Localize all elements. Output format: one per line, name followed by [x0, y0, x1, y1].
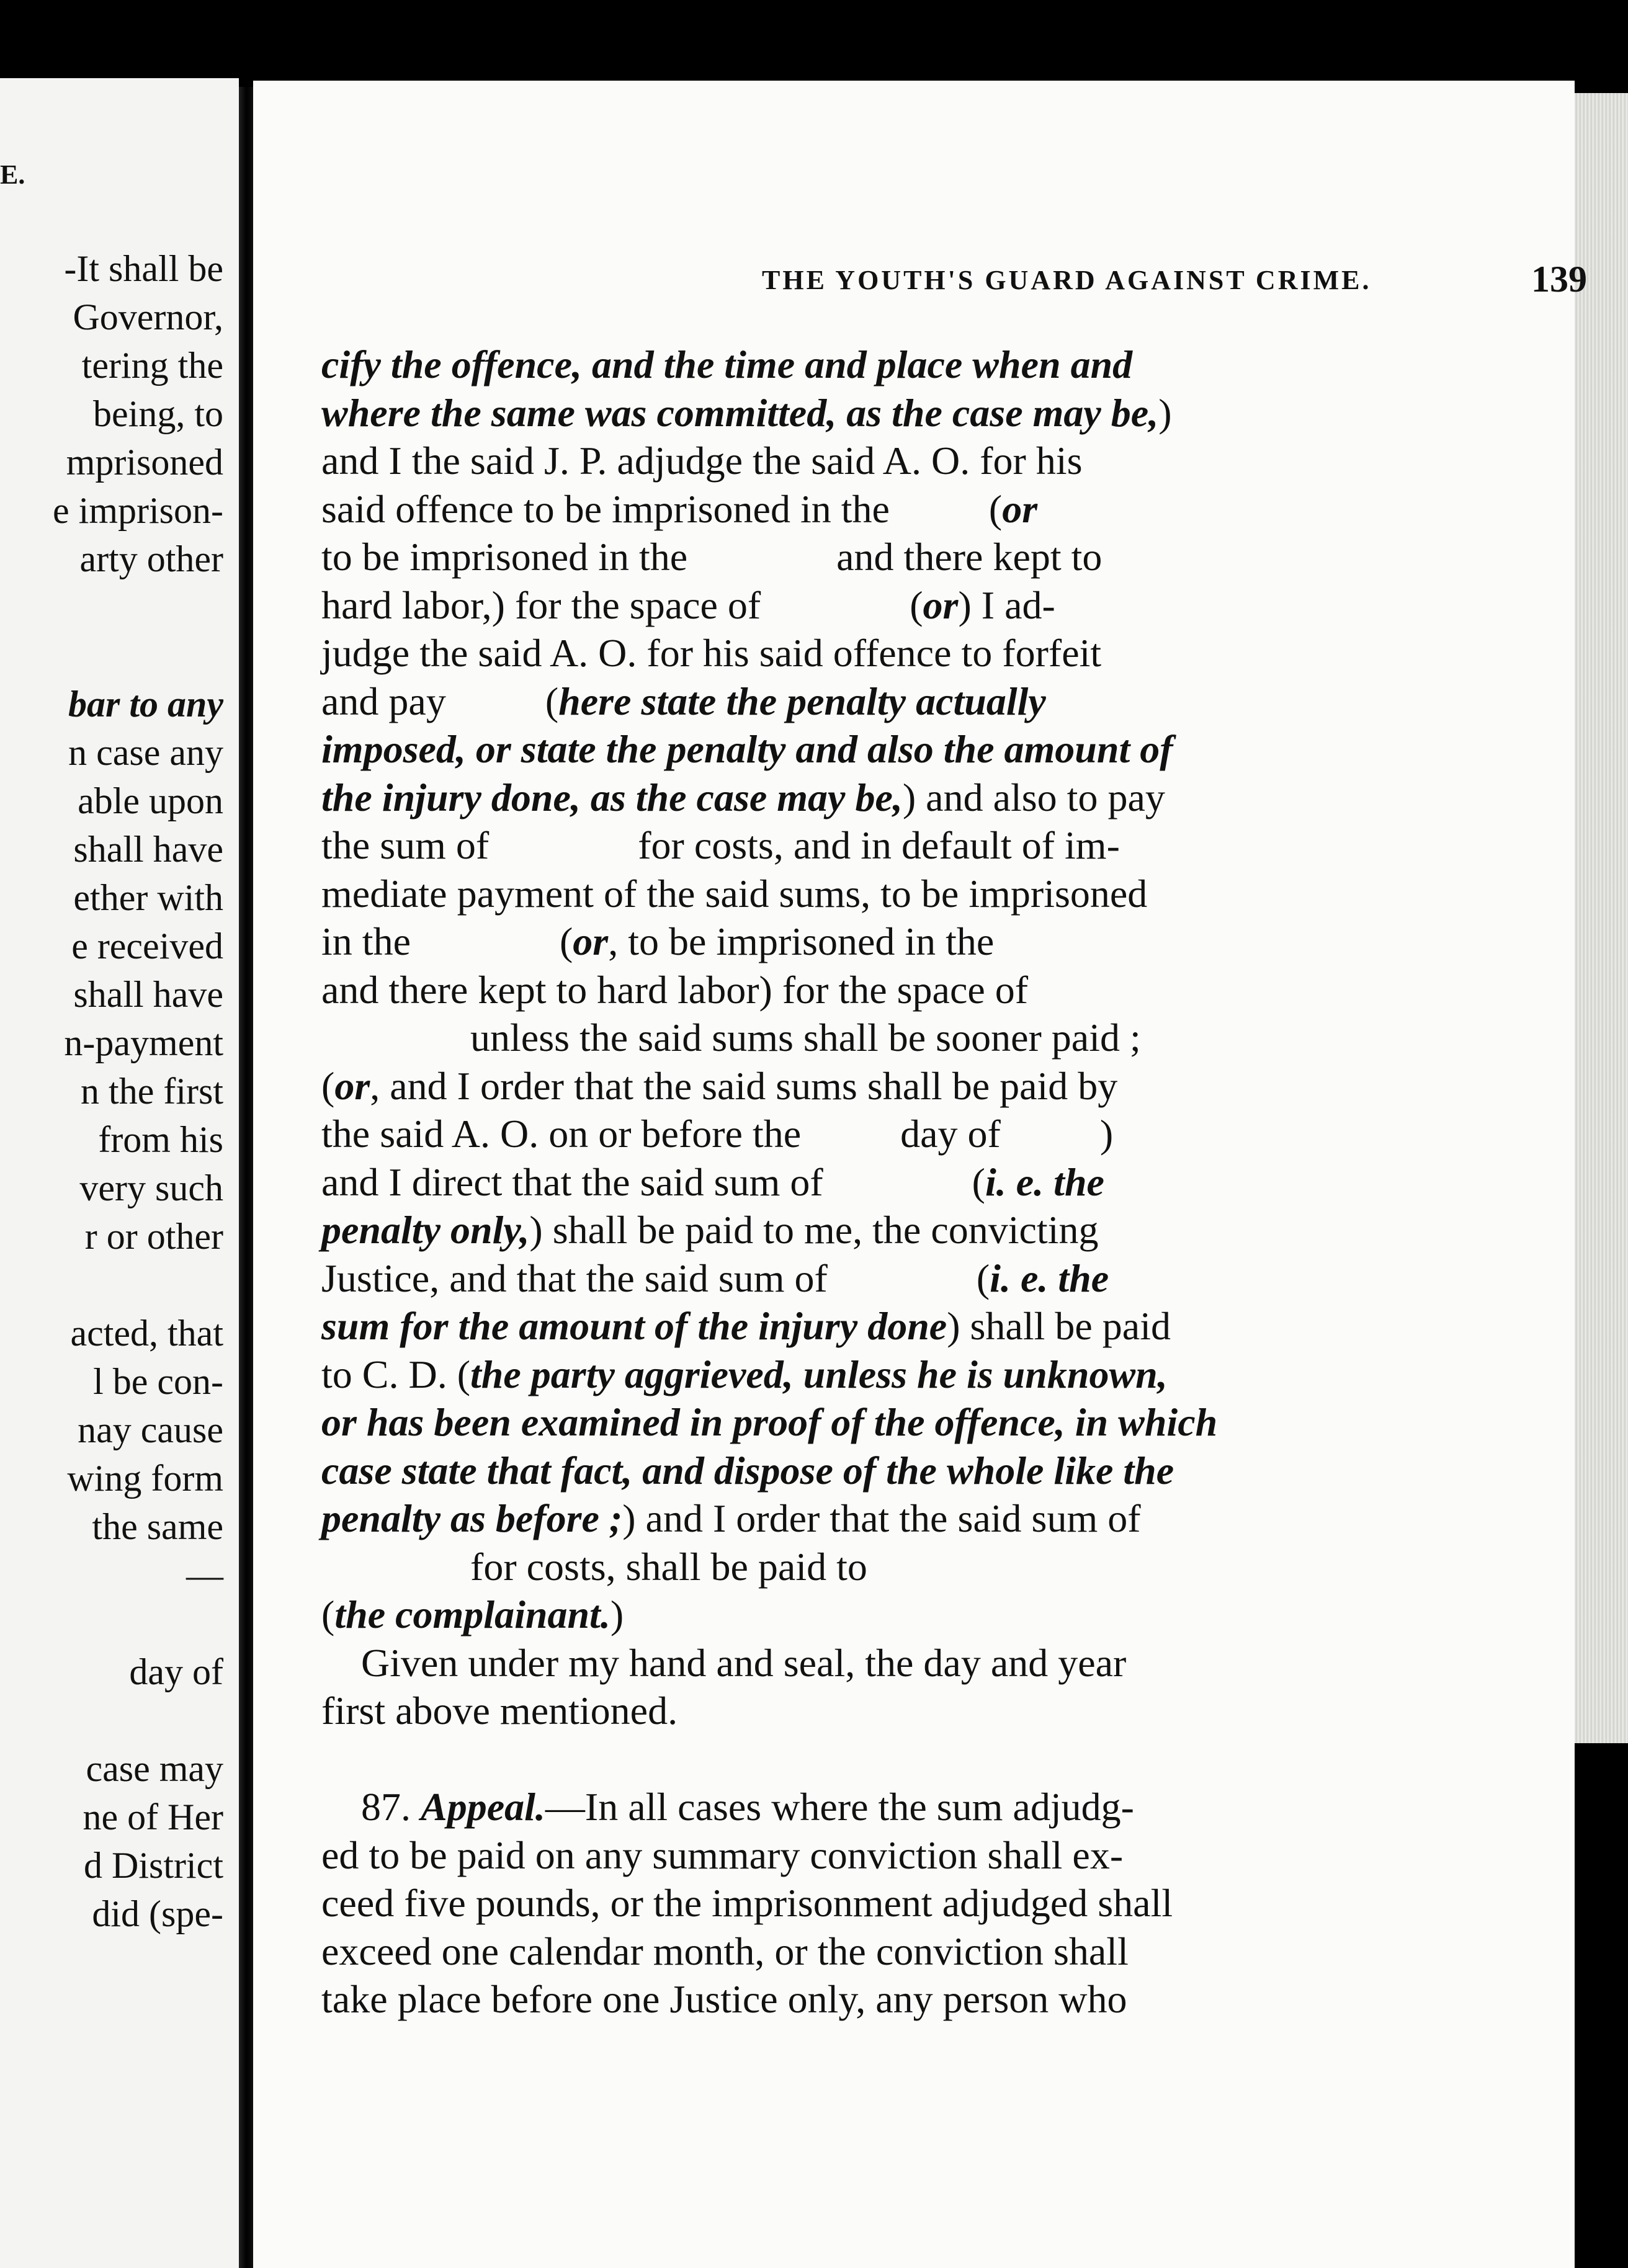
left-page-line: shall have: [73, 829, 223, 870]
text-line: [321, 534, 1102, 581]
text-line: [321, 1399, 1217, 1446]
text-run: and there kept to hard labor) for the space of: [321, 967, 1029, 1012]
left-page-line: -It shall be: [64, 248, 223, 289]
page-number: 139: [1531, 259, 1587, 300]
left-page-line: wing form: [67, 1458, 223, 1499]
text-line: [321, 1351, 1168, 1398]
text-run: ) shall be paid to me, the convicting: [529, 1208, 1099, 1252]
left-page-line: being, to: [93, 393, 223, 434]
text-line: [321, 1014, 1141, 1061]
italic-run: penalty only,: [321, 1208, 530, 1252]
text-run: 87.: [321, 1785, 421, 1829]
italic-run: or has been examined in proof of the offence, in which: [321, 1400, 1218, 1444]
text-line: [321, 1543, 867, 1591]
left-page-line: l be con-: [93, 1361, 223, 1402]
text-run: ) and I order that the said sum of: [622, 1496, 1141, 1540]
italic-run: Appeal.: [421, 1785, 545, 1829]
text-run: , to be imprisoned in the: [608, 919, 995, 963]
text-line: [321, 1303, 1171, 1350]
italic-run: case state that fact, and dispose of the whole like the: [321, 1448, 1174, 1493]
left-page-line: d District: [84, 1845, 223, 1886]
left-page-line: —: [186, 1555, 223, 1596]
text-run: ) and also to pay: [902, 775, 1165, 819]
italic-run: or: [1002, 486, 1038, 531]
left-page-line: tering the: [81, 345, 223, 386]
running-head: THE YOUTH'S GUARD AGAINST CRIME.: [762, 265, 1372, 295]
italic-run: or: [334, 1063, 370, 1108]
text-line: [321, 1159, 1104, 1206]
text-line: [321, 1110, 1113, 1158]
italic-run: or: [923, 583, 959, 627]
text-run: to be imprisoned in the and there kept to: [321, 535, 1102, 579]
text-run: the sum of for costs, and in default of im-: [321, 823, 1120, 867]
text-run: take place before one Justice only, any person who: [321, 1977, 1127, 2021]
italic-run: sum for the amount of the injury done: [321, 1304, 947, 1348]
text-run: unless the said sums shall be sooner paid ;: [321, 1016, 1141, 1060]
text-line: [321, 1784, 1134, 1831]
left-page-line: the same: [92, 1506, 223, 1547]
left-page-line: n the first: [81, 1071, 223, 1112]
text-run: and I direct that the said sum of (: [321, 1159, 985, 1204]
text-run: to C. D. (: [321, 1352, 470, 1396]
italic-run: i. e. the: [990, 1256, 1109, 1300]
text-run: (: [889, 486, 1003, 531]
left-page-line: bar to any: [68, 684, 223, 725]
italic-run: the party aggrieved, unless he is unknown,: [470, 1352, 1168, 1396]
left-page-line: acted, that: [70, 1313, 223, 1354]
left-page-line: very such: [79, 1167, 223, 1208]
text-line: [321, 822, 1120, 869]
text-run: exceed one calendar month, or the conviction shall: [321, 1929, 1129, 1973]
text-line: [321, 1591, 624, 1638]
text-line: [321, 967, 1028, 1014]
text-run: judge the said A. O. for his said offence to forfeit: [321, 631, 1102, 675]
text-run: (: [321, 1063, 335, 1108]
text-run: first above mentioned.: [321, 1689, 678, 1733]
italic-run: cify the offence, and the time and place when and: [321, 342, 1133, 386]
text-line: [321, 1447, 1174, 1494]
text-line: [321, 582, 1055, 629]
text-line: [321, 678, 1046, 725]
text-line: [321, 1687, 678, 1734]
left-page-line: shall have: [73, 974, 223, 1015]
italic-run: the complainant.: [334, 1592, 610, 1636]
left-page-line: did (spe-: [92, 1893, 223, 1934]
left-page-line: ne of Her: [83, 1797, 223, 1837]
text-line: [321, 1880, 1173, 1927]
italic-run: where the same was committed, as the case may be,: [321, 390, 1159, 435]
text-run: ed to be paid on any summary conviction shall ex-: [321, 1833, 1124, 1877]
left-page-line: ether with: [73, 877, 223, 918]
text-run: and I the said J. P. adjudge the said A. O. for his: [321, 439, 1083, 483]
text-line: [321, 1495, 1141, 1542]
left-facing-page: [0, 78, 239, 2268]
text-run: —In all cases where the sum adjudg-: [545, 1785, 1134, 1829]
text-line: [321, 918, 994, 965]
text-line: [321, 1976, 1127, 2023]
text-line: [321, 437, 1083, 484]
text-run: ) I ad-: [958, 583, 1055, 627]
italic-run: penalty as before ;: [321, 1496, 623, 1540]
text-run: ): [1158, 390, 1172, 435]
text-line: [321, 870, 1147, 917]
text-run: Given under my hand and seal, the day and year: [321, 1640, 1127, 1685]
text-line: [321, 774, 1165, 821]
left-page-line: n case any: [68, 732, 223, 773]
text-run: ceed five pounds, or the imprisonment adjudged shall: [321, 1881, 1173, 1925]
italic-run: the injury done, as the case may be,: [321, 775, 903, 819]
text-line: [321, 1928, 1129, 1975]
text-run: said offence to be imprisoned in the: [321, 486, 890, 531]
text-run: ): [610, 1592, 624, 1636]
left-page-line: e imprison-: [53, 490, 223, 531]
left-page-line: Governor,: [73, 297, 223, 337]
text-line: [321, 1832, 1123, 1879]
left-page-line: mprisoned: [66, 442, 223, 483]
text-run: (: [321, 1592, 335, 1636]
text-run: ) shall be paid: [947, 1304, 1171, 1348]
left-page-line: day of: [129, 1651, 223, 1692]
left-page-line: r or other: [84, 1216, 223, 1257]
right-main-page: [253, 81, 1587, 2268]
left-page-header-fragment: E.: [0, 159, 25, 190]
italic-run: imposed, or state the penalty and also the amount of: [321, 727, 1173, 771]
italic-run: i. e. the: [985, 1159, 1104, 1204]
left-page-line: from his: [98, 1119, 223, 1160]
text-line: [321, 1640, 1126, 1687]
italic-run: or: [573, 919, 609, 963]
left-page-line: nay cause: [78, 1409, 223, 1450]
text-run: and pay (: [321, 679, 559, 723]
left-page-line: e received: [71, 926, 223, 967]
text-line: [321, 1255, 1109, 1302]
text-run: hard labor,) for the space of (: [321, 583, 923, 627]
left-page-line: arty other: [79, 538, 223, 579]
text-line: [321, 630, 1101, 677]
text-run: , and I order that the said sums shall be paid by: [370, 1063, 1118, 1108]
text-line: [321, 390, 1172, 437]
text-line: [321, 1063, 1117, 1110]
left-page-line: case may: [86, 1748, 223, 1789]
text-line: [321, 1207, 1098, 1254]
italic-run: here state the penalty actually: [558, 679, 1046, 723]
text-run: the said A. O. on or before the day of ): [321, 1112, 1114, 1156]
text-run: in the (: [321, 919, 573, 963]
text-line: [321, 341, 1132, 388]
book-gutter: [239, 87, 254, 2268]
text-line: [321, 486, 1037, 533]
left-page-line: able upon: [78, 780, 223, 821]
left-page-line: n-payment: [64, 1022, 223, 1063]
text-run: Justice, and that the said sum of (: [321, 1256, 990, 1300]
text-line: [321, 726, 1173, 773]
text-run: for costs, shall be paid to: [321, 1544, 867, 1589]
text-run: mediate payment of the said sums, to be imprisoned: [321, 871, 1148, 916]
